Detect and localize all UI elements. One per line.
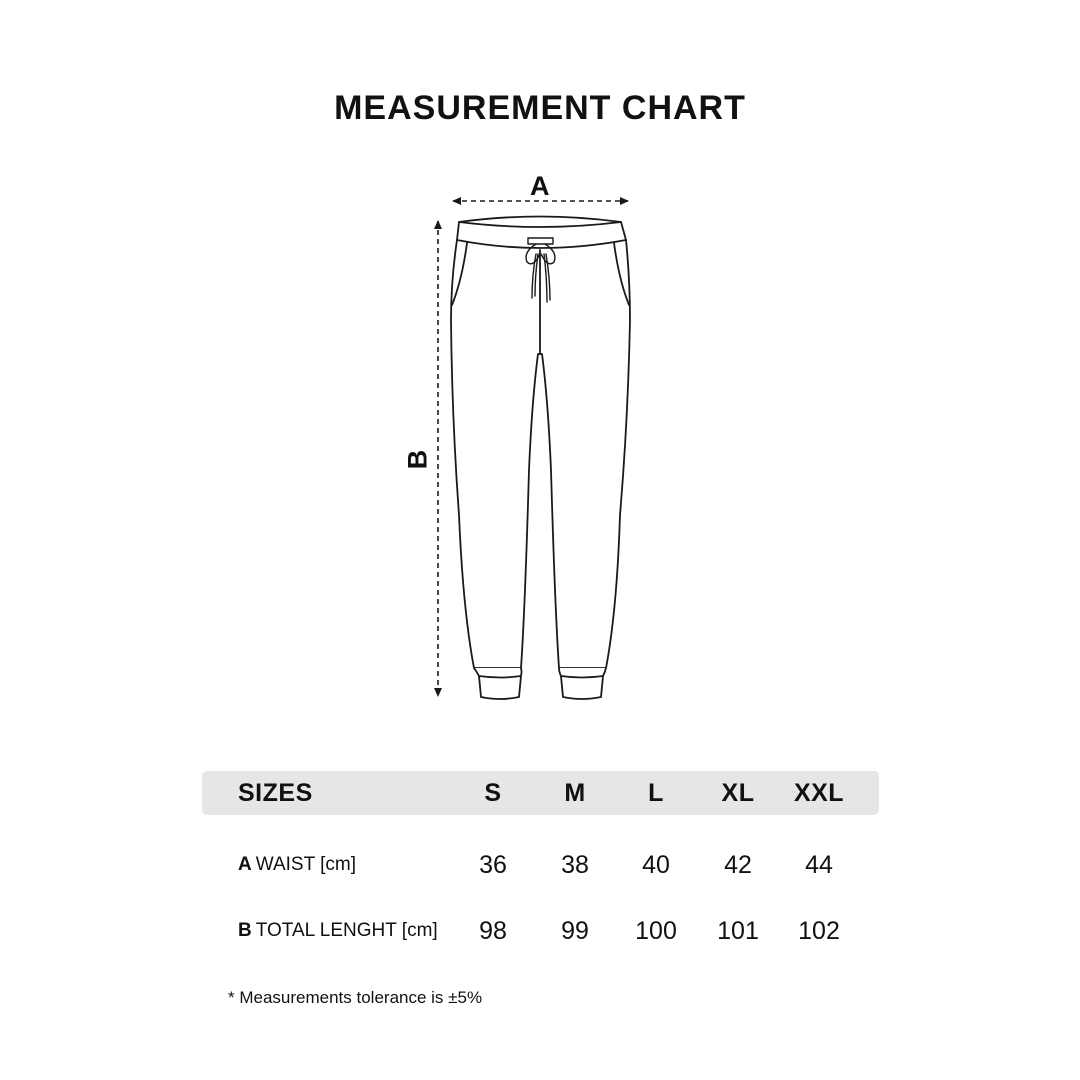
pants-outline xyxy=(451,217,630,700)
row-label-total-length xyxy=(238,920,438,942)
table-cell: 40 xyxy=(642,851,670,879)
table-cell: 100 xyxy=(635,917,677,945)
table-cell: 101 xyxy=(717,917,759,945)
table-cell: 98 xyxy=(479,917,507,945)
left-pocket xyxy=(452,243,467,305)
row-text-waist: WAIST [cm] xyxy=(255,854,357,875)
table-cell: 42 xyxy=(724,851,752,879)
table-row-waist xyxy=(202,851,879,891)
sizes-header: SIZES xyxy=(238,779,313,807)
size-table xyxy=(202,771,879,945)
row-letter-a: A xyxy=(238,854,252,875)
size-header-l: L xyxy=(648,779,664,807)
table-cell: 38 xyxy=(561,851,589,879)
dimension-a-label: A xyxy=(530,171,550,201)
table-row-total-length xyxy=(202,917,879,957)
page-title: MEASUREMENT CHART xyxy=(334,88,746,127)
table-cell: 36 xyxy=(479,851,507,879)
size-header-xl: XL xyxy=(721,779,755,807)
row-text-total-length: TOTAL LENGHT [cm] xyxy=(255,920,438,941)
table-cell: 99 xyxy=(561,917,589,945)
row-letter-b: B xyxy=(238,920,252,941)
table-cell: 102 xyxy=(798,917,840,945)
table-cell: 44 xyxy=(805,851,833,879)
size-header-m: M xyxy=(564,779,586,807)
table-header-row xyxy=(202,771,879,815)
right-cuff xyxy=(559,668,606,699)
row-label-waist xyxy=(238,854,356,876)
left-cuff xyxy=(474,668,522,699)
size-header-xxl: XXL xyxy=(793,779,845,807)
size-header-s: S xyxy=(484,779,502,807)
dimension-b-label: B xyxy=(402,449,433,470)
tolerance-note: * Measurements tolerance is ±5% xyxy=(228,988,483,1007)
